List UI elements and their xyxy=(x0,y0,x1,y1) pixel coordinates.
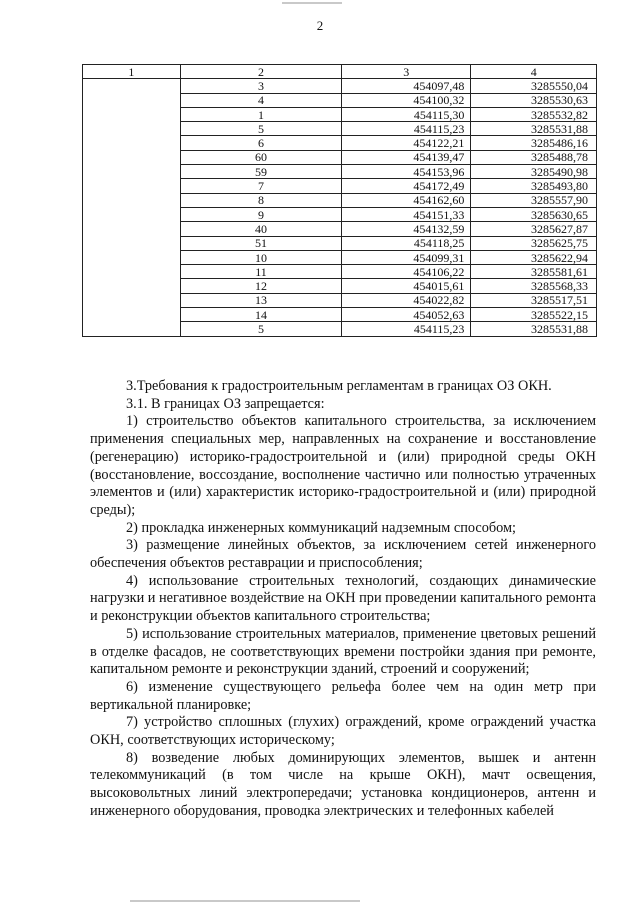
x-coordinate-cell: 454153,96 xyxy=(342,165,471,179)
point-number-cell: 59 xyxy=(180,165,341,179)
point-number-cell: 8 xyxy=(180,193,341,207)
x-coordinate-cell: 454172,49 xyxy=(342,179,471,193)
x-coordinate-cell: 454052,63 xyxy=(342,308,471,322)
x-coordinate-cell: 454139,47 xyxy=(342,150,471,164)
point-number-cell: 3 xyxy=(180,79,341,93)
x-coordinate-cell: 454115,30 xyxy=(342,107,471,121)
y-coordinate-cell: 3285557,90 xyxy=(471,193,597,207)
y-coordinate-cell: 3285550,04 xyxy=(471,79,597,93)
x-coordinate-cell: 454115,23 xyxy=(342,322,471,336)
x-coordinate-cell: 454100,32 xyxy=(342,93,471,107)
header-cell: 2 xyxy=(180,65,341,79)
y-coordinate-cell: 3285625,75 xyxy=(471,236,597,250)
header-cell: 3 xyxy=(342,65,471,79)
point-number-cell: 10 xyxy=(180,250,341,264)
x-coordinate-cell: 454151,33 xyxy=(342,207,471,221)
point-number-cell: 13 xyxy=(180,293,341,307)
list-item: 1) строительство объектов капитального строительства, за исключением применения специальных мер, направленных на сохранение и восстановление (регенерацию) историко-градостроительной и (или) природной среды ОКН (восстановление, воссоздание, восполнение частично или полностью утраченных элементов и (или) характеристик историко-градостроительной и (или) природной среды); xyxy=(90,413,596,518)
x-coordinate-cell: 454106,22 xyxy=(342,265,471,279)
x-coordinate-cell: 454015,61 xyxy=(342,279,471,293)
list-item: 4) использование строительных технологий, создающих динамические нагрузки и негативное воздействие на ОКН при проведении капитального ремонта и реконструкции объектов капитального строительства; xyxy=(90,572,596,625)
subsection-heading: 3.1. В границах ОЗ запрещается: xyxy=(126,395,325,412)
point-number-cell: 5 xyxy=(180,122,341,136)
y-coordinate-cell: 3285486,16 xyxy=(471,136,597,150)
list-item: 7) устройство сплошных (глухих) ограждений, кроме ограждений участка ОКН, соответствующих историческому; xyxy=(90,714,596,749)
y-coordinate-cell: 3285568,33 xyxy=(471,279,597,293)
point-number-cell: 51 xyxy=(180,236,341,250)
coordinates-table xyxy=(82,64,597,337)
y-coordinate-cell: 3285517,51 xyxy=(471,293,597,307)
list-item: 3) размещение линейных объектов, за исключением сетей инженерного обеспечения объектов реставрации и приспособления; xyxy=(90,537,596,572)
section-heading: 3.Требования к градостроительным регламентам в границах ОЗ ОКН. xyxy=(126,378,552,394)
x-coordinate-cell: 454022,82 xyxy=(342,293,471,307)
y-coordinate-cell: 3285490,98 xyxy=(471,165,597,179)
point-number-cell: 60 xyxy=(180,150,341,164)
point-number-cell: 4 xyxy=(180,93,341,107)
y-coordinate-cell: 3285522,15 xyxy=(471,308,597,322)
point-number-cell: 14 xyxy=(180,308,341,322)
point-number-cell: 9 xyxy=(180,207,341,221)
x-coordinate-cell: 454099,31 xyxy=(342,250,471,264)
scan-artifact-top xyxy=(282,2,342,4)
x-coordinate-cell: 454132,59 xyxy=(342,222,471,236)
page-number: 2 xyxy=(316,18,324,33)
y-coordinate-cell: 3285622,94 xyxy=(471,250,597,264)
table-row xyxy=(83,79,597,93)
list-item: 8) возведение любых доминирующих элементов, вышек и антенн телекоммуникаций (в том числе на крыше ОКН), мачт освещения, высоковольтных линий электропередачи; установка кондиционеров, антенн и инженерного оборудования, проводка электрических и телефонных кабелей xyxy=(90,749,596,819)
y-coordinate-cell: 3285581,61 xyxy=(471,265,597,279)
y-coordinate-cell: 3285530,63 xyxy=(471,93,597,107)
point-number-cell: 12 xyxy=(180,279,341,293)
scan-artifact-bottom xyxy=(130,900,360,902)
x-coordinate-cell: 454162,60 xyxy=(342,193,471,207)
merged-empty-cell xyxy=(83,79,181,336)
header-cell: 1 xyxy=(83,65,181,79)
y-coordinate-cell: 3285493,80 xyxy=(471,179,597,193)
point-number-cell: 6 xyxy=(180,136,341,150)
y-coordinate-cell: 3285531,88 xyxy=(471,122,597,136)
y-coordinate-cell: 3285630,65 xyxy=(471,207,597,221)
document-body xyxy=(90,378,596,821)
point-number-cell: 5 xyxy=(180,322,341,336)
x-coordinate-cell: 454097,48 xyxy=(342,79,471,93)
x-coordinate-cell: 454118,25 xyxy=(342,236,471,250)
list-item: 6) изменение существующего рельефа более чем на один метр при вертикальной планировке; xyxy=(90,678,596,713)
point-number-cell: 1 xyxy=(180,107,341,121)
list-item: 2) прокладка инженерных коммуникаций надземным способом; xyxy=(126,519,517,536)
point-number-cell: 7 xyxy=(180,179,341,193)
point-number-cell: 11 xyxy=(180,265,341,279)
point-number-cell: 40 xyxy=(180,222,341,236)
header-cell: 4 xyxy=(471,65,597,79)
x-coordinate-cell: 454115,23 xyxy=(342,122,471,136)
y-coordinate-cell: 3285531,88 xyxy=(471,322,597,336)
y-coordinate-cell: 3285627,87 xyxy=(471,222,597,236)
y-coordinate-cell: 3285532,82 xyxy=(471,107,597,121)
list-item: 5) использование строительных материалов, применение цветовых решений в отделке фасадов, не соответствующих времени постройки здания при ремонте, капитальном ремонте и реконструкции зданий, строений и сооружений; xyxy=(90,625,596,678)
y-coordinate-cell: 3285488,78 xyxy=(471,150,597,164)
table-header-row xyxy=(83,65,597,79)
x-coordinate-cell: 454122,21 xyxy=(342,136,471,150)
